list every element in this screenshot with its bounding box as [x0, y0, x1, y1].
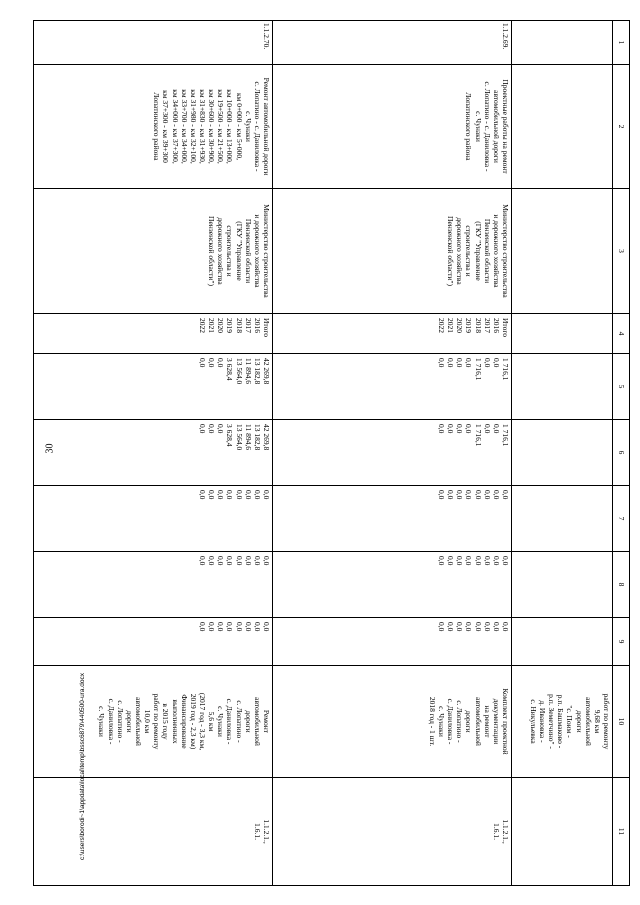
col-header-11: 11: [613, 778, 630, 886]
result-cell: Ремонт автомобильной дороги с. Лопатино - с. Даниловка - с. Чунаки 5,6 км (2017 год - 3,3 км, 2019 год - 2,3 км) Финансирование выполненных в 2015 году работ по ремонту 10,0 км автомобильной дороги с. Лопатино - с. Даниловка - с. Чунаки: [34, 666, 273, 778]
program-measures-table: [33, 20, 630, 886]
local-budget-cell: 0,0 0,0 0,0 0,0 0,0 0,0 0,0 0,0: [273, 552, 512, 618]
col-header-6: 6: [613, 420, 630, 486]
measure-name-cell: Проектные работы на ремонт автомобильной дороги с. Лопатино - с. Даниловка - с. Чунаки Лопатинского района: [273, 65, 512, 189]
table-row: [273, 21, 512, 886]
other-sources-cell: 0,0 0,0 0,0 0,0 0,0 0,0 0,0 0,0: [273, 618, 512, 666]
measure-id-cell: 1.1.2.70.: [34, 21, 273, 65]
regional-budget-cell: 1 716,1 0,0 0,0 1 716,1 0,0 0,0 0,0 0,0: [273, 420, 512, 486]
col-header-5: 5: [613, 354, 630, 420]
col-header-10: 10: [613, 666, 630, 778]
table-row-continued: [512, 21, 613, 886]
page-number: 30: [44, 443, 56, 454]
executor-cell: Министерство строительства и дорожного хозяйства Пензенской области (ГКУ "Управление строительства и дорожного хозяйства Пензенской области"): [273, 189, 512, 314]
measure-id-cell: 1.1.2.69.: [273, 21, 512, 65]
file-path-text: c:\users\borodi~1\appdata\local\temp\bssc6879\440500-ura.docx: [79, 673, 86, 860]
total-funding-cell: 42 269,8 13 182,8 11 894,6 13 564,0 3 628,4 0,0 0,0 0,0: [34, 354, 273, 420]
col-header-2: 2: [613, 65, 630, 189]
federal-budget-cell: 0,0 0,0 0,0 0,0 0,0 0,0 0,0 0,0: [34, 486, 273, 552]
indicator-ref-cell: 1.1.2.1., 1.6.1.: [273, 778, 512, 886]
col-header-7: 7: [613, 486, 630, 552]
table-row: [34, 21, 273, 886]
measure-name-cell: Ремонт автомобильной дороги с. Лопатино - с. Даниловка - с. Чунаки км 0+000 - км 5+000, км 10+000 - км 13+000, км 19+500 - км 21+500, км 30+600 - км 30+900, км 31+830 - км 31+930, км 31+980 - км 32+100, км 33+700 - км 34+000, км 34+000 - км 37+300, км 37+300 - км 39+300 Лопатинского района: [34, 65, 273, 189]
other-sources-cell: 0,0 0,0 0,0 0,0 0,0 0,0 0,0 0,0: [34, 618, 273, 666]
col-header-4: 4: [613, 314, 630, 354]
header-row: [613, 21, 630, 886]
col-header-8: 8: [613, 552, 630, 618]
col-header-3: 3: [613, 189, 630, 314]
col-header-9: 9: [613, 618, 630, 666]
col-header-1: 1: [613, 21, 630, 65]
result-cell: работ по ремонту 9,68 км автомобильной дороги "с. Поим - р.п. Башмаково - р.п. Земетчино" - д. Ивановка - с. Никульевка: [512, 666, 613, 778]
years-cell: Итого 2016 2017 2018 2019 2020 2021 2022: [273, 314, 512, 354]
indicator-ref-cell: 1.1.2.1., 1.6.1.: [34, 778, 273, 886]
result-cell: Комплект проектной документации на ремонт автомобильной дороги с. Лопатино - с. Даниловка - с. Чунаки 2018 год - 1 шт.: [273, 666, 512, 778]
regional-budget-cell: 42 269,8 13 182,8 11 894,6 13 564,0 3 628,4 0,0 0,0 0,0: [34, 420, 273, 486]
executor-cell: Министерство строительства и дорожного хозяйства Пензенской области (ГКУ "Управление строительства и дорожного хозяйства Пензенской области"): [34, 189, 273, 314]
federal-budget-cell: 0,0 0,0 0,0 0,0 0,0 0,0 0,0 0,0: [273, 486, 512, 552]
local-budget-cell: 0,0 0,0 0,0 0,0 0,0 0,0 0,0 0,0: [34, 552, 273, 618]
rotated-table-frame: [20, 20, 630, 885]
total-funding-cell: 1 716,1 0,0 0,0 1 716,1 0,0 0,0 0,0 0,0: [273, 354, 512, 420]
years-cell: Итого 2016 2017 2018 2019 2020 2021 2022: [34, 314, 273, 354]
